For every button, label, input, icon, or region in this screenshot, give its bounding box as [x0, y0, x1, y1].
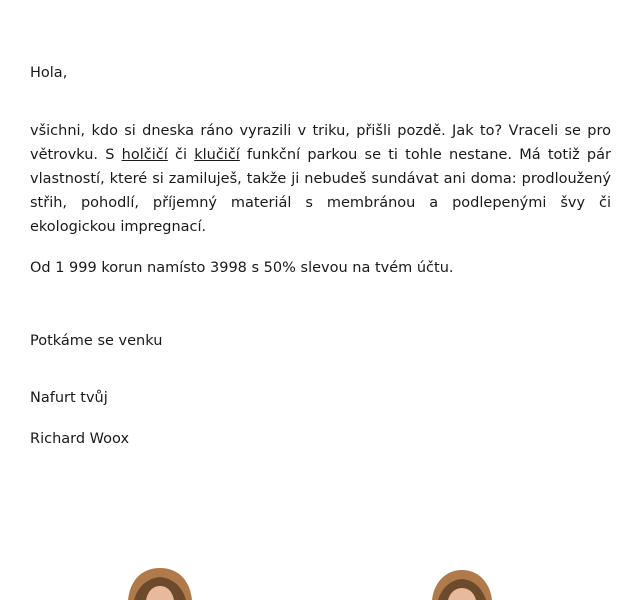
- left-model-photo[interactable]: [128, 568, 192, 600]
- link-women-parka[interactable]: holčičí: [121, 147, 168, 163]
- greeting: Hola,: [30, 65, 68, 81]
- intro-paragraph: [30, 119, 611, 239]
- price-line: Od 1 999 korun namísto 3998 s 50% slevou na tvém účtu.: [30, 260, 454, 276]
- signature: Richard Woox: [30, 431, 130, 447]
- intro-text-1: všichni, kdo si dneska ráno vyrazili v triku, přišli pozdě. Jak to? Vraceli se pro větrovku. S: [30, 123, 611, 163]
- closing-line: Potkáme se venku: [30, 333, 163, 349]
- intro-text-2: či: [167, 147, 195, 163]
- signoff: Nafurt tvůj: [30, 390, 108, 406]
- product-photos: [0, 540, 640, 600]
- photo-strip-svg: [0, 540, 640, 600]
- right-model-photo[interactable]: [432, 570, 492, 600]
- intro-text-3: funkční parkou se ti tohle nestane. Má totiž pár vlastností, které si zamiluješ, takže ji nebudeš sundávat ani doma: prodloužený střih, pohodlí, příjemný materiál s membránou a podlepenými švy či ekologickou impregnací.: [30, 147, 611, 235]
- link-men-parka[interactable]: klučičí: [194, 147, 240, 163]
